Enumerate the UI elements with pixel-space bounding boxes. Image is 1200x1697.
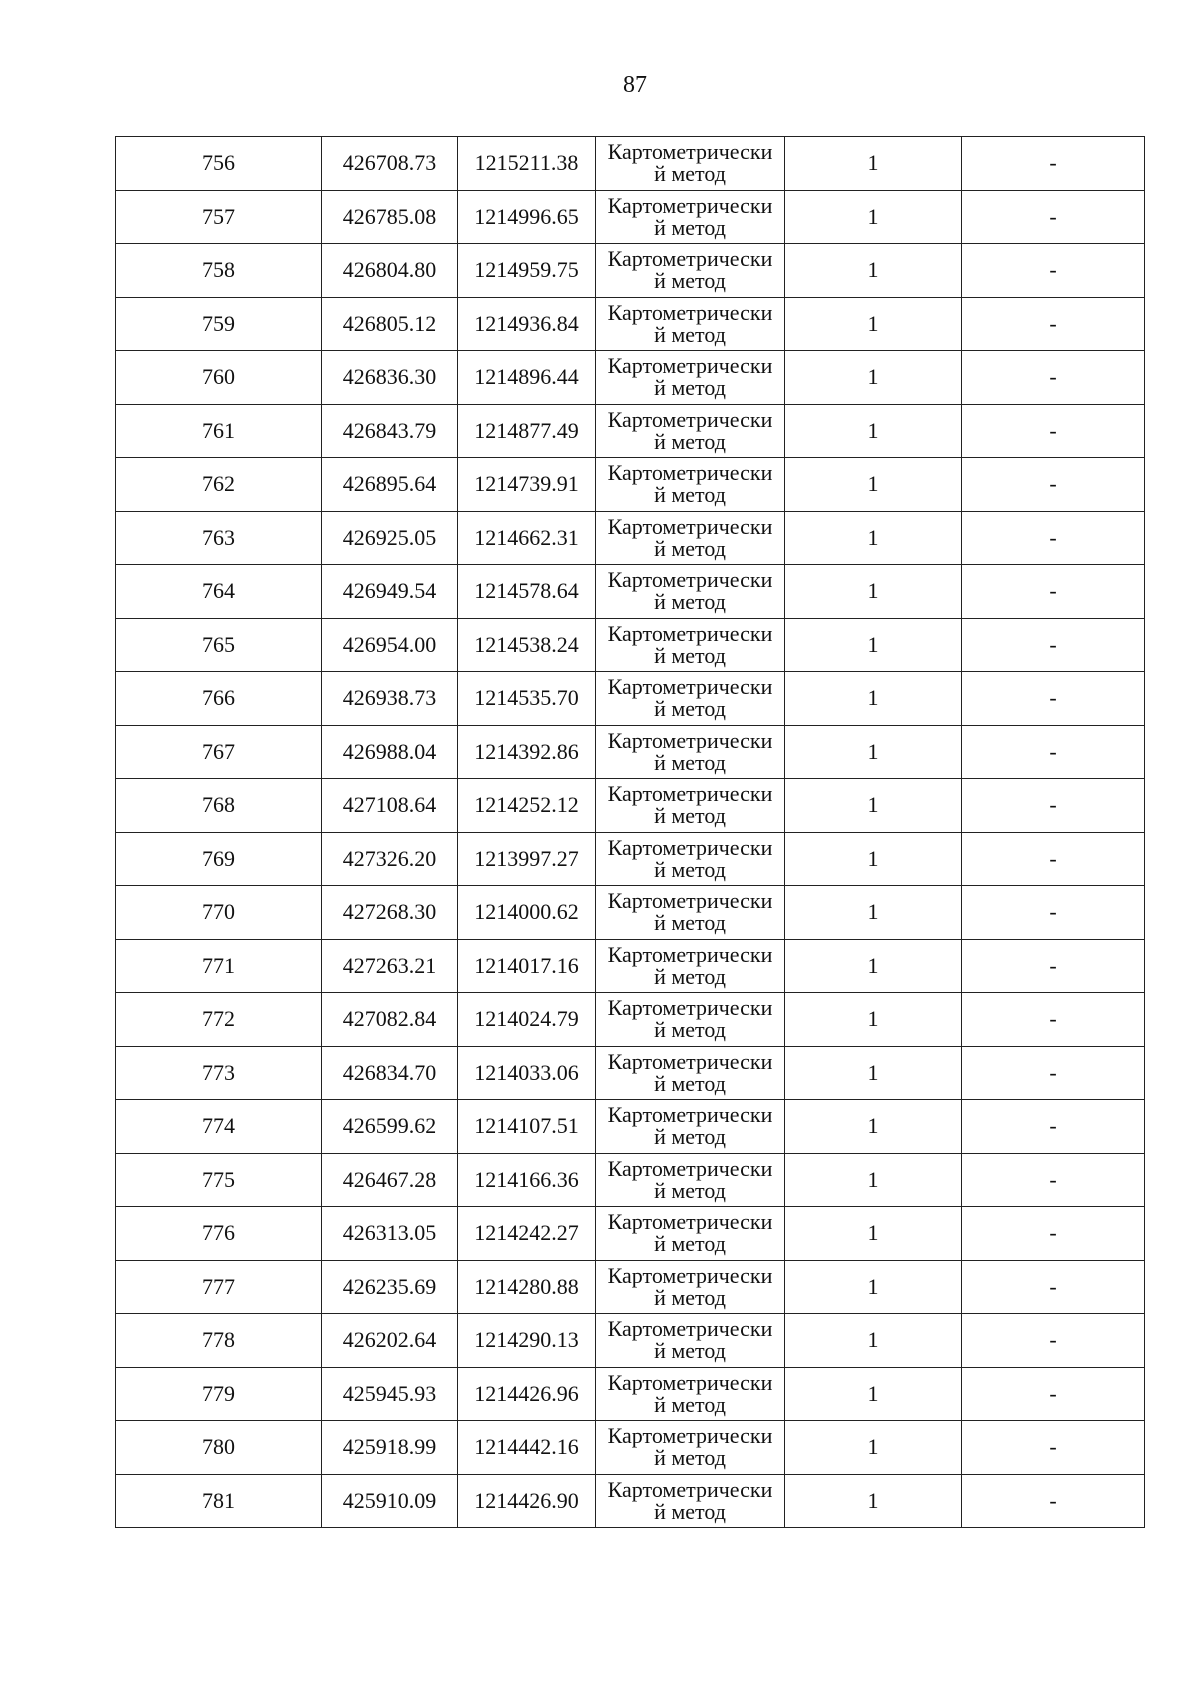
precision-cell: 1 xyxy=(785,672,962,726)
table-row xyxy=(116,565,1145,619)
method-label-line1: Картометрически xyxy=(607,1369,773,1395)
y-coordinate-cell: 1214024.79 xyxy=(458,993,596,1047)
precision-cell: 1 xyxy=(785,939,962,993)
y-coordinate-cell: 1214166.36 xyxy=(458,1153,596,1207)
coordinates-table xyxy=(115,136,1145,1528)
point-number-cell: 759 xyxy=(116,297,322,351)
precision-cell: 1 xyxy=(785,832,962,886)
note-cell: - xyxy=(962,1100,1145,1154)
y-coordinate-cell: 1214252.12 xyxy=(458,779,596,833)
method-label-line1: Картометрически xyxy=(607,781,773,807)
method-label-line2: й метод xyxy=(654,1177,726,1203)
x-coordinate-cell: 426836.30 xyxy=(322,351,458,405)
precision-cell: 1 xyxy=(785,1207,962,1261)
method-label-line1: Картометрически xyxy=(607,620,773,646)
y-coordinate-cell: 1214107.51 xyxy=(458,1100,596,1154)
point-number-cell: 765 xyxy=(116,618,322,672)
x-coordinate-cell: 426843.79 xyxy=(322,404,458,458)
point-number-cell: 770 xyxy=(116,886,322,940)
table-row xyxy=(116,1474,1145,1528)
x-coordinate-cell: 426954.00 xyxy=(322,618,458,672)
point-number-cell: 771 xyxy=(116,939,322,993)
point-number-cell: 773 xyxy=(116,1046,322,1100)
table-row xyxy=(116,886,1145,940)
method-label-line2: й метод xyxy=(654,856,726,882)
method-label-line1: Картометрически xyxy=(607,139,773,165)
method-label-line1: Картометрически xyxy=(607,1262,773,1288)
precision-cell: 1 xyxy=(785,1153,962,1207)
method-label-line2: й метод xyxy=(654,1284,726,1310)
table-row xyxy=(116,137,1145,191)
note-cell: - xyxy=(962,1474,1145,1528)
table-row xyxy=(116,672,1145,726)
note-cell: - xyxy=(962,1367,1145,1421)
method-cell xyxy=(596,1207,785,1261)
method-label-line2: й метод xyxy=(654,1338,726,1364)
y-coordinate-cell: 1214000.62 xyxy=(458,886,596,940)
note-cell: - xyxy=(962,458,1145,512)
table-row xyxy=(116,1207,1145,1261)
method-label-line2: й метод xyxy=(654,321,726,347)
precision-cell: 1 xyxy=(785,137,962,191)
table-body xyxy=(116,137,1145,1528)
method-label-line1: Картометрически xyxy=(607,192,773,218)
note-cell: - xyxy=(962,565,1145,619)
method-cell xyxy=(596,1046,785,1100)
note-cell: - xyxy=(962,993,1145,1047)
x-coordinate-cell: 426925.05 xyxy=(322,511,458,565)
note-cell: - xyxy=(962,404,1145,458)
precision-cell: 1 xyxy=(785,244,962,298)
note-cell: - xyxy=(962,1046,1145,1100)
note-cell: - xyxy=(962,1153,1145,1207)
method-cell xyxy=(596,1100,785,1154)
note-cell: - xyxy=(962,351,1145,405)
table-row xyxy=(116,1260,1145,1314)
method-label-line2: й метод xyxy=(654,375,726,401)
method-cell xyxy=(596,511,785,565)
y-coordinate-cell: 1214033.06 xyxy=(458,1046,596,1100)
note-cell: - xyxy=(962,832,1145,886)
x-coordinate-cell: 426949.54 xyxy=(322,565,458,619)
method-label-line1: Картометрически xyxy=(607,1316,773,1342)
x-coordinate-cell: 426235.69 xyxy=(322,1260,458,1314)
precision-cell: 1 xyxy=(785,993,962,1047)
note-cell: - xyxy=(962,672,1145,726)
point-number-cell: 763 xyxy=(116,511,322,565)
note-cell: - xyxy=(962,618,1145,672)
method-label-line2: й метод xyxy=(654,428,726,454)
note-cell: - xyxy=(962,939,1145,993)
table-row xyxy=(116,511,1145,565)
x-coordinate-cell: 426599.62 xyxy=(322,1100,458,1154)
point-number-cell: 775 xyxy=(116,1153,322,1207)
table-row xyxy=(116,190,1145,244)
precision-cell: 1 xyxy=(785,458,962,512)
note-cell: - xyxy=(962,511,1145,565)
method-cell xyxy=(596,404,785,458)
y-coordinate-cell: 1214578.64 xyxy=(458,565,596,619)
method-label-line1: Картометрически xyxy=(607,406,773,432)
y-coordinate-cell: 1214996.65 xyxy=(458,190,596,244)
precision-cell: 1 xyxy=(785,190,962,244)
x-coordinate-cell: 427082.84 xyxy=(322,993,458,1047)
table-row xyxy=(116,351,1145,405)
method-label-line2: й метод xyxy=(654,1017,726,1043)
point-number-cell: 758 xyxy=(116,244,322,298)
method-cell xyxy=(596,779,785,833)
method-cell xyxy=(596,832,785,886)
method-label-line1: Картометрически xyxy=(607,1423,773,1449)
x-coordinate-cell: 426895.64 xyxy=(322,458,458,512)
precision-cell: 1 xyxy=(785,1100,962,1154)
y-coordinate-cell: 1214896.44 xyxy=(458,351,596,405)
method-cell xyxy=(596,458,785,512)
method-label-line2: й метод xyxy=(654,1391,726,1417)
method-cell xyxy=(596,297,785,351)
method-cell xyxy=(596,1153,785,1207)
x-coordinate-cell: 427263.21 xyxy=(322,939,458,993)
point-number-cell: 778 xyxy=(116,1314,322,1368)
precision-cell: 1 xyxy=(785,1260,962,1314)
precision-cell: 1 xyxy=(785,1367,962,1421)
method-cell xyxy=(596,725,785,779)
method-label-line2: й метод xyxy=(654,214,726,240)
point-number-cell: 781 xyxy=(116,1474,322,1528)
y-coordinate-cell: 1214739.91 xyxy=(458,458,596,512)
method-label-line2: й метод xyxy=(654,1498,726,1524)
method-label-line2: й метод xyxy=(654,963,726,989)
precision-cell: 1 xyxy=(785,1046,962,1100)
table-row xyxy=(116,297,1145,351)
y-coordinate-cell: 1214442.16 xyxy=(458,1421,596,1475)
note-cell: - xyxy=(962,779,1145,833)
table-row xyxy=(116,832,1145,886)
note-cell: - xyxy=(962,1421,1145,1475)
method-label-line2: й метод xyxy=(654,589,726,615)
method-label-line1: Картометрически xyxy=(607,1209,773,1235)
point-number-cell: 764 xyxy=(116,565,322,619)
x-coordinate-cell: 425910.09 xyxy=(322,1474,458,1528)
y-coordinate-cell: 1214936.84 xyxy=(458,297,596,351)
y-coordinate-cell: 1215211.38 xyxy=(458,137,596,191)
method-cell xyxy=(596,1474,785,1528)
method-cell xyxy=(596,190,785,244)
table-row xyxy=(116,404,1145,458)
y-coordinate-cell: 1214959.75 xyxy=(458,244,596,298)
note-cell: - xyxy=(962,725,1145,779)
point-number-cell: 768 xyxy=(116,779,322,833)
x-coordinate-cell: 426467.28 xyxy=(322,1153,458,1207)
note-cell: - xyxy=(962,297,1145,351)
table-row xyxy=(116,993,1145,1047)
note-cell: - xyxy=(962,137,1145,191)
note-cell: - xyxy=(962,190,1145,244)
method-cell xyxy=(596,672,785,726)
method-label-line2: й метод xyxy=(654,1070,726,1096)
x-coordinate-cell: 426938.73 xyxy=(322,672,458,726)
x-coordinate-cell: 426834.70 xyxy=(322,1046,458,1100)
x-coordinate-cell: 427268.30 xyxy=(322,886,458,940)
x-coordinate-cell: 426804.80 xyxy=(322,244,458,298)
precision-cell: 1 xyxy=(785,618,962,672)
x-coordinate-cell: 425945.93 xyxy=(322,1367,458,1421)
point-number-cell: 760 xyxy=(116,351,322,405)
y-coordinate-cell: 1214426.96 xyxy=(458,1367,596,1421)
method-label-line1: Картометрически xyxy=(607,353,773,379)
x-coordinate-cell: 426988.04 xyxy=(322,725,458,779)
method-label-line1: Картометрически xyxy=(607,1155,773,1181)
precision-cell: 1 xyxy=(785,351,962,405)
x-coordinate-cell: 426708.73 xyxy=(322,137,458,191)
x-coordinate-cell: 426785.08 xyxy=(322,190,458,244)
y-coordinate-cell: 1214290.13 xyxy=(458,1314,596,1368)
note-cell: - xyxy=(962,886,1145,940)
method-label-line2: й метод xyxy=(654,268,726,294)
method-cell xyxy=(596,1314,785,1368)
point-number-cell: 777 xyxy=(116,1260,322,1314)
table-row xyxy=(116,618,1145,672)
method-cell xyxy=(596,939,785,993)
y-coordinate-cell: 1214242.27 xyxy=(458,1207,596,1261)
point-number-cell: 772 xyxy=(116,993,322,1047)
method-label-line2: й метод xyxy=(654,1124,726,1150)
note-cell: - xyxy=(962,1260,1145,1314)
method-cell xyxy=(596,565,785,619)
method-cell xyxy=(596,1367,785,1421)
method-label-line2: й метод xyxy=(654,910,726,936)
table-row xyxy=(116,939,1145,993)
y-coordinate-cell: 1214877.49 xyxy=(458,404,596,458)
method-cell xyxy=(596,351,785,405)
table-row xyxy=(116,244,1145,298)
x-coordinate-cell: 426805.12 xyxy=(322,297,458,351)
point-number-cell: 762 xyxy=(116,458,322,512)
precision-cell: 1 xyxy=(785,511,962,565)
x-coordinate-cell: 427326.20 xyxy=(322,832,458,886)
method-label-line1: Картометрически xyxy=(607,1476,773,1502)
method-label-line1: Картометрически xyxy=(607,1048,773,1074)
x-coordinate-cell: 425918.99 xyxy=(322,1421,458,1475)
page-number: 87 xyxy=(623,72,647,98)
precision-cell: 1 xyxy=(785,725,962,779)
method-label-line1: Картометрически xyxy=(607,513,773,539)
method-label-line2: й метод xyxy=(654,482,726,508)
note-cell: - xyxy=(962,1314,1145,1368)
method-cell xyxy=(596,993,785,1047)
x-coordinate-cell: 426202.64 xyxy=(322,1314,458,1368)
table-row xyxy=(116,1367,1145,1421)
method-cell xyxy=(596,1260,785,1314)
method-label-line1: Картометрически xyxy=(607,727,773,753)
method-label-line1: Картометрически xyxy=(607,674,773,700)
precision-cell: 1 xyxy=(785,886,962,940)
method-label-line1: Картометрически xyxy=(607,995,773,1021)
method-cell xyxy=(596,137,785,191)
table-row xyxy=(116,1421,1145,1475)
method-label-line1: Картометрически xyxy=(607,567,773,593)
x-coordinate-cell: 426313.05 xyxy=(322,1207,458,1261)
y-coordinate-cell: 1214392.86 xyxy=(458,725,596,779)
precision-cell: 1 xyxy=(785,565,962,619)
point-number-cell: 774 xyxy=(116,1100,322,1154)
point-number-cell: 780 xyxy=(116,1421,322,1475)
method-label-line1: Картометрически xyxy=(607,460,773,486)
method-cell xyxy=(596,1421,785,1475)
method-label-line1: Картометрически xyxy=(607,888,773,914)
method-label-line1: Картометрически xyxy=(607,1102,773,1128)
y-coordinate-cell: 1214538.24 xyxy=(458,618,596,672)
table-row xyxy=(116,1046,1145,1100)
point-number-cell: 766 xyxy=(116,672,322,726)
table-row xyxy=(116,779,1145,833)
table-row xyxy=(116,1100,1145,1154)
method-label-line2: й метод xyxy=(654,535,726,561)
point-number-cell: 767 xyxy=(116,725,322,779)
method-label-line2: й метод xyxy=(654,642,726,668)
point-number-cell: 776 xyxy=(116,1207,322,1261)
point-number-cell: 779 xyxy=(116,1367,322,1421)
precision-cell: 1 xyxy=(785,1474,962,1528)
method-label-line1: Картометрически xyxy=(607,941,773,967)
method-label-line2: й метод xyxy=(654,1445,726,1471)
x-coordinate-cell: 427108.64 xyxy=(322,779,458,833)
precision-cell: 1 xyxy=(785,1421,962,1475)
y-coordinate-cell: 1213997.27 xyxy=(458,832,596,886)
method-cell xyxy=(596,886,785,940)
table-row xyxy=(116,1314,1145,1368)
method-label-line2: й метод xyxy=(654,749,726,775)
point-number-cell: 761 xyxy=(116,404,322,458)
point-number-cell: 769 xyxy=(116,832,322,886)
method-label-line1: Картометрически xyxy=(607,246,773,272)
method-cell xyxy=(596,244,785,298)
method-label-line2: й метод xyxy=(654,696,726,722)
method-label-line1: Картометрически xyxy=(607,299,773,325)
y-coordinate-cell: 1214280.88 xyxy=(458,1260,596,1314)
y-coordinate-cell: 1214017.16 xyxy=(458,939,596,993)
precision-cell: 1 xyxy=(785,1314,962,1368)
note-cell: - xyxy=(962,244,1145,298)
method-label-line2: й метод xyxy=(654,161,726,187)
point-number-cell: 757 xyxy=(116,190,322,244)
method-label-line2: й метод xyxy=(654,803,726,829)
table-row xyxy=(116,458,1145,512)
method-cell xyxy=(596,618,785,672)
precision-cell: 1 xyxy=(785,404,962,458)
precision-cell: 1 xyxy=(785,297,962,351)
note-cell: - xyxy=(962,1207,1145,1261)
table-row xyxy=(116,725,1145,779)
method-label-line2: й метод xyxy=(654,1231,726,1257)
y-coordinate-cell: 1214662.31 xyxy=(458,511,596,565)
table-row xyxy=(116,1153,1145,1207)
y-coordinate-cell: 1214426.90 xyxy=(458,1474,596,1528)
method-label-line1: Картометрически xyxy=(607,834,773,860)
precision-cell: 1 xyxy=(785,779,962,833)
y-coordinate-cell: 1214535.70 xyxy=(458,672,596,726)
point-number-cell: 756 xyxy=(116,137,322,191)
